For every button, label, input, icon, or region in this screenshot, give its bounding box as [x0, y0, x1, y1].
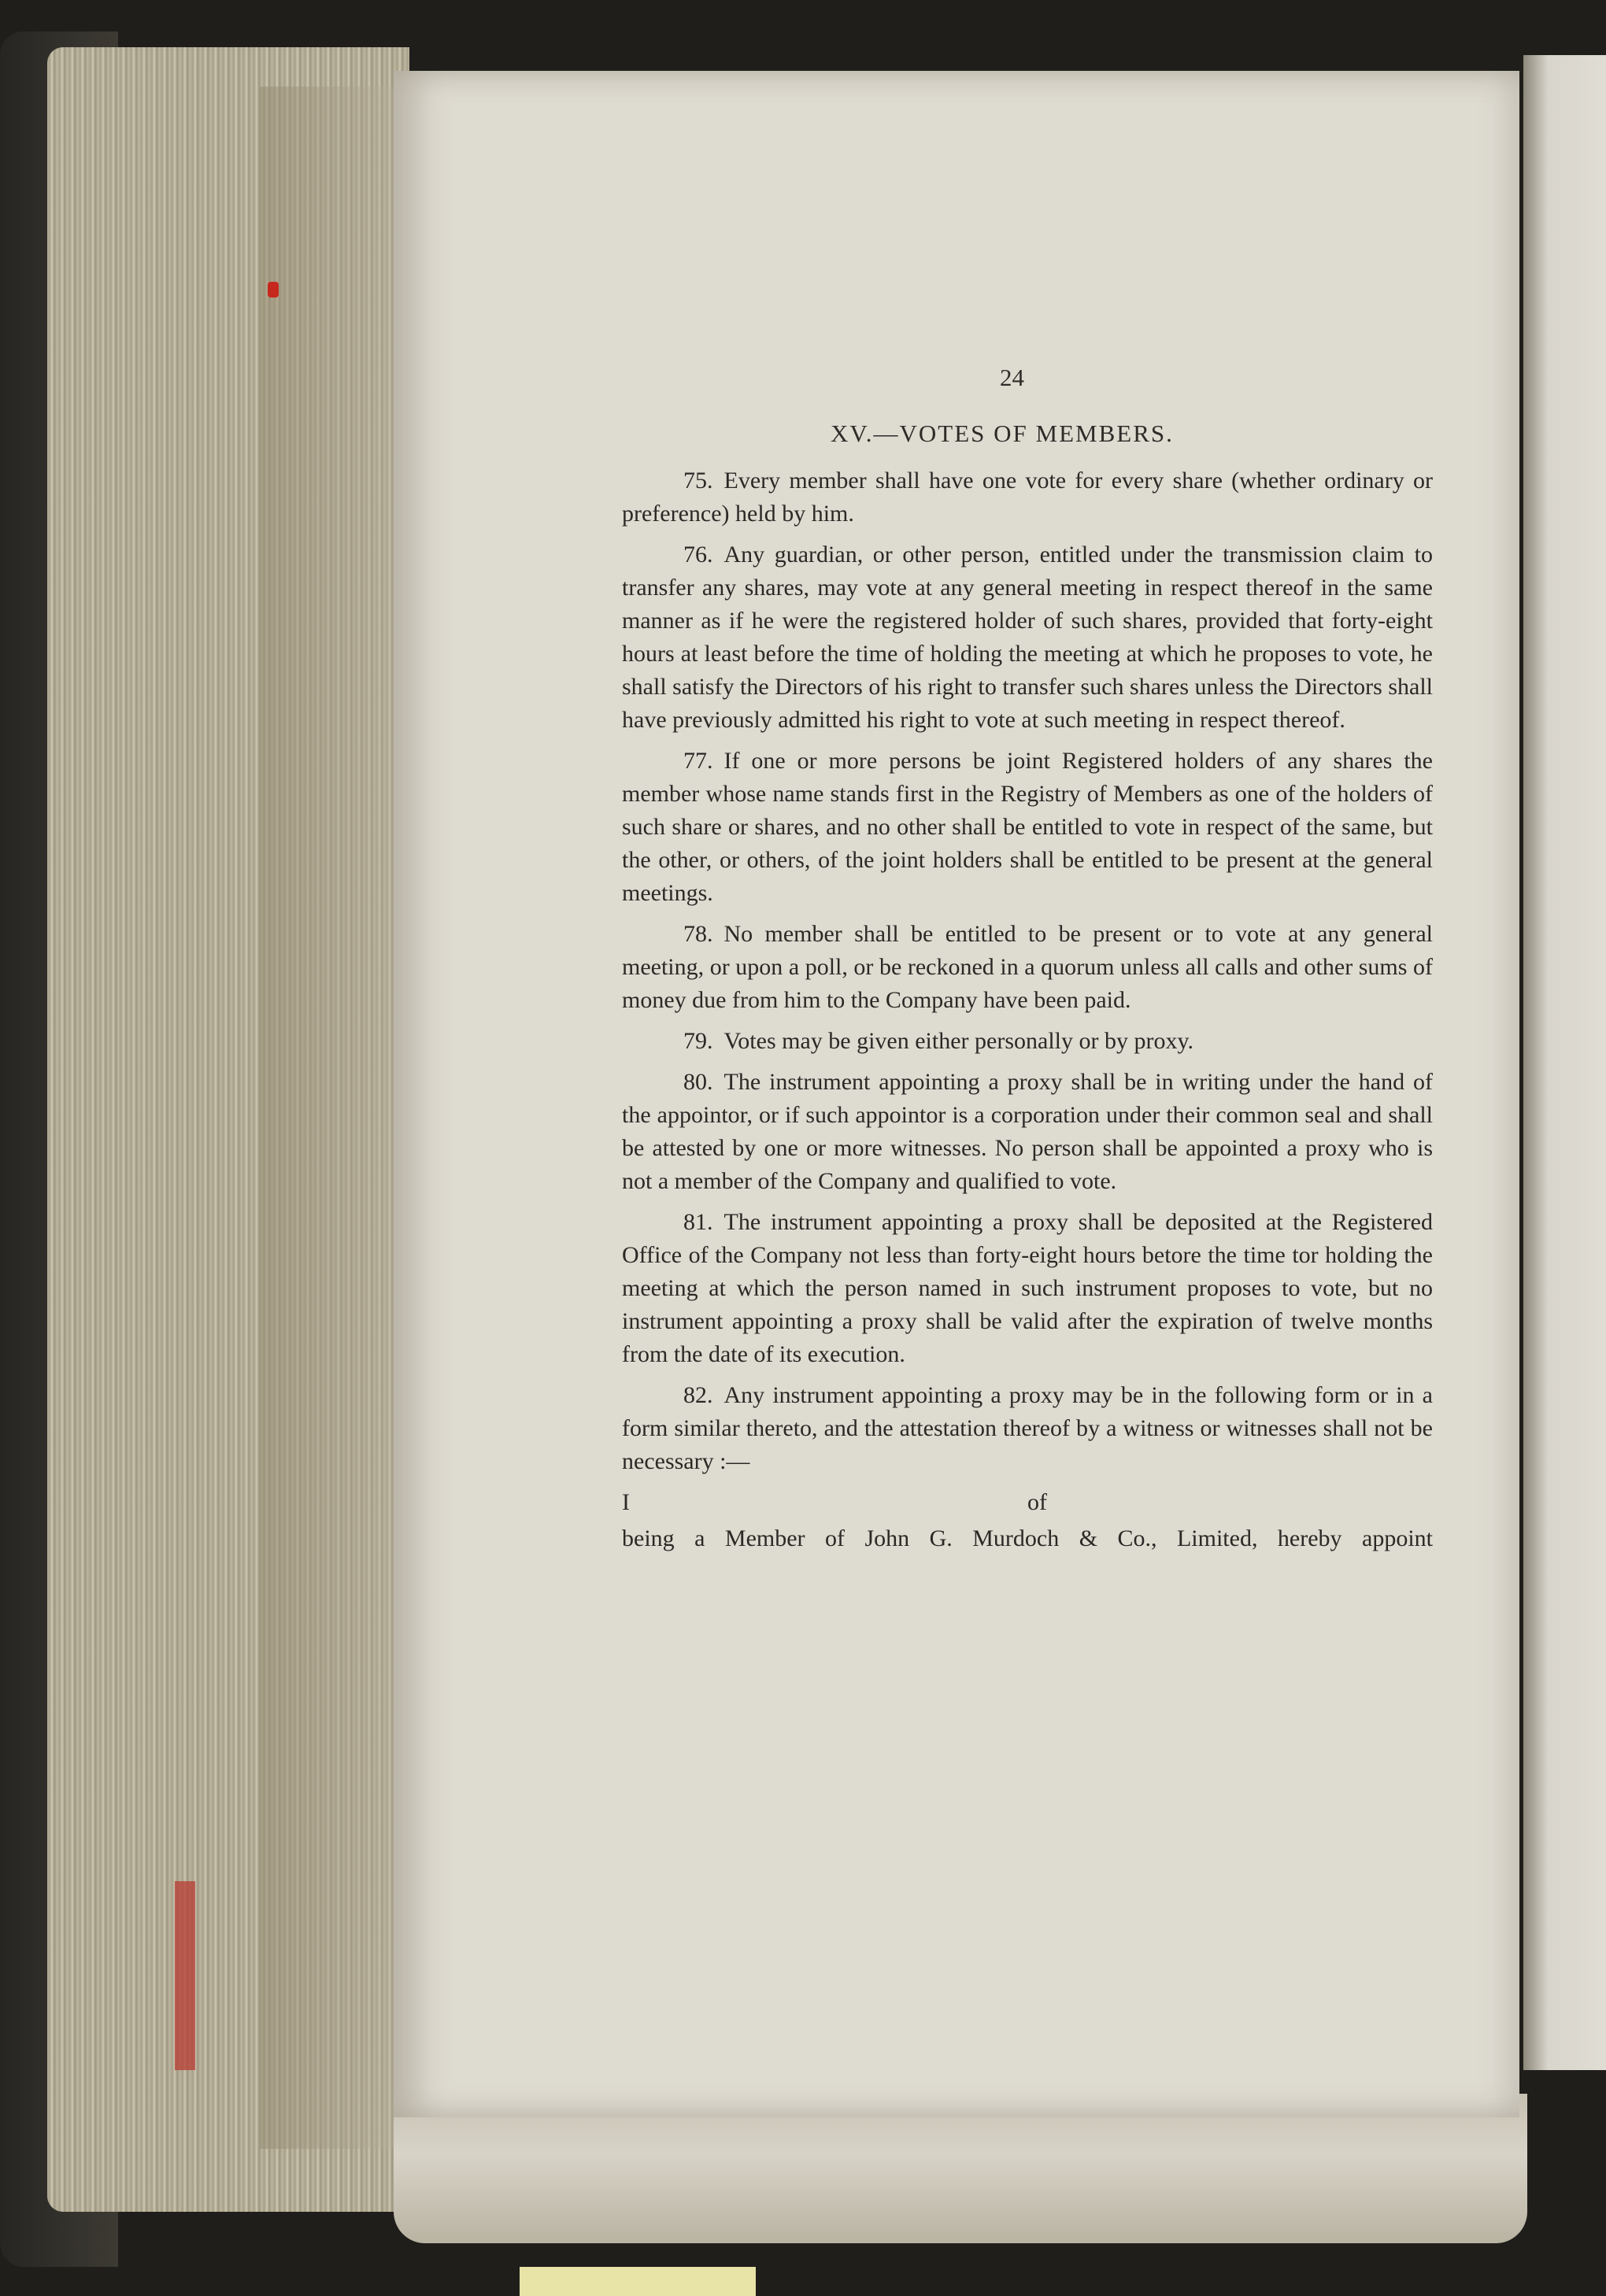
yellow-slip	[520, 2267, 756, 2296]
paragraph-82	[622, 1379, 1433, 1478]
paragraph-number: 78.	[683, 921, 713, 947]
facing-page-edge	[1523, 55, 1606, 2070]
paragraph-number: 79.	[683, 1028, 713, 1054]
paragraph-text: The instrument appointing a proxy shall be in writing under the hand of the appointor, or if such appointor is a corporation under their common seal and shall be attested by one or more witnesses. No person shall be appointed a proxy who is not a member of the Company and qualified to vote.	[622, 1069, 1433, 1194]
form-of-label: of	[1027, 1489, 1047, 1515]
paragraph-79	[622, 1025, 1433, 1058]
paragraph-text: If one or more persons be joint Registered holders of any shares the member whose name stands first in the Registry of Members as one of the holders of such share or shares, and no other shall be entitled to vote in respect of the same, but the other, or others, of the joint holders shall be entitled to be present at the general meetings.	[622, 748, 1433, 906]
proxy-form-line-1	[622, 1486, 1047, 1519]
red-page-marker	[175, 1881, 195, 2070]
paragraph-76	[622, 538, 1433, 737]
paragraph-number: 75.	[683, 468, 713, 494]
paragraph-text: No member shall be entitled to be present or to vote at any general meeting, or upon a poll, or be reckoned in a quorum unless all calls and other sums of money due from him to the Company have been paid.	[622, 921, 1433, 1013]
paragraph-number: 82.	[683, 1382, 713, 1408]
paragraph-75	[622, 464, 1433, 531]
form-i-label: I	[622, 1489, 630, 1515]
paragraph-text: Any instrument appointing a proxy may be in the following form or in a form similar thereto, and the attestation thereof by a witness or witnesses shall not be necessary :—	[622, 1382, 1433, 1474]
paragraph-number: 77.	[683, 748, 713, 774]
paragraph-text: Votes may be given either personally or by proxy.	[723, 1028, 1194, 1054]
section-heading: XV.—VOTES OF MEMBERS.	[831, 420, 1174, 447]
red-dot-marker	[268, 282, 279, 298]
proxy-form-line-2: being a Member of John G. Murdoch & Co., Limited, hereby appoint	[622, 1525, 1433, 1551]
paragraph-text: Any guardian, or other person, entitled under the transmission claim to transfer any shares, may vote at any general meeting in respect thereof in the same manner as if he were the registered holder of such shares, provided that forty-eight hours at least before the time of holding the meeting at which he proposes to vote, he shall satisfy the Directors of his right to transfer such shares unless the Directors shall have previously admitted his right to vote at such meeting in respect thereof.	[622, 542, 1433, 733]
paragraph-77	[622, 745, 1433, 910]
paragraph-80	[622, 1066, 1433, 1198]
paragraph-number: 76.	[683, 542, 713, 568]
paragraph-text: Every member shall have one vote for every share (whether ordinary or preference) held by him.	[622, 468, 1433, 527]
paragraph-78	[622, 918, 1433, 1017]
paragraph-number: 80.	[683, 1069, 713, 1095]
paragraph-number: 81.	[683, 1209, 713, 1235]
paragraph-text: The instrument appointing a proxy shall be deposited at the Registered Office of the Company not less than forty-eight hours betore the time tor holding the meeting at which the person named in such instrument proposes to vote, but no instrument appointing a proxy shall be valid after the expiration of twelve months from the date of its execution.	[622, 1209, 1433, 1367]
paragraph-81	[622, 1206, 1433, 1371]
page-number: 24	[1000, 364, 1024, 391]
body-text	[622, 464, 1433, 1555]
